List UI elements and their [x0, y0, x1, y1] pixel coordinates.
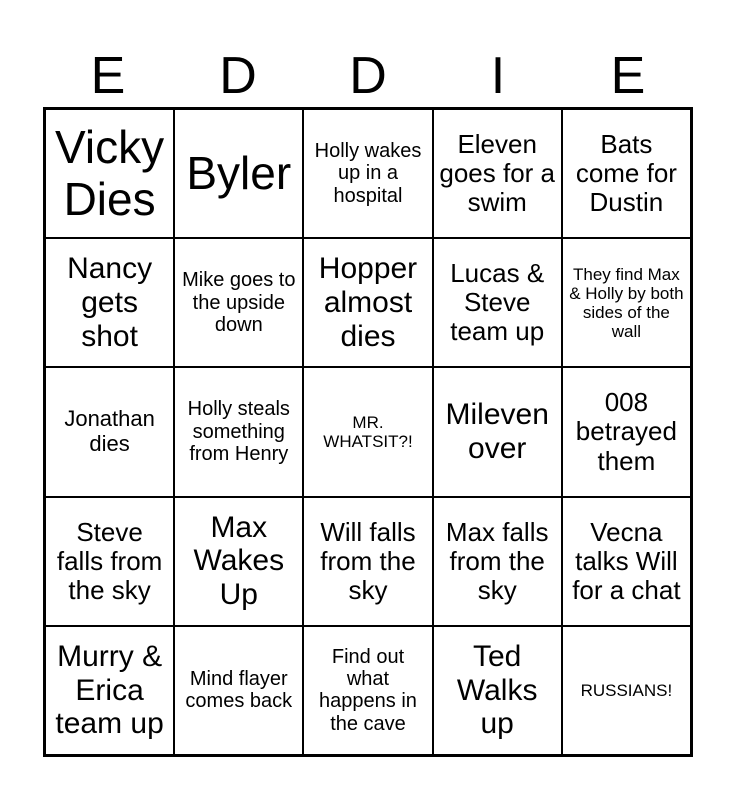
bingo-cell[interactable]	[562, 238, 691, 367]
cell-text: Vicky Dies	[55, 121, 165, 225]
bingo-title	[43, 44, 693, 108]
bingo-cell[interactable]	[174, 626, 303, 755]
bingo-cell[interactable]	[562, 497, 691, 626]
bingo-cell[interactable]	[45, 367, 174, 496]
bingo-cell[interactable]	[174, 109, 303, 238]
bingo-cell[interactable]	[562, 367, 691, 496]
title-letter-4: I	[490, 47, 506, 105]
cell-text: Holly steals something from Henry	[187, 398, 290, 466]
bingo-cell[interactable]	[562, 626, 691, 755]
bingo-cell[interactable]	[174, 238, 303, 367]
cell-text: Ted Walks up	[456, 640, 538, 741]
cell-text: Jonathan dies	[64, 406, 155, 456]
cell-text: MR. WHATSIT?!	[323, 412, 413, 451]
bingo-cell[interactable]	[303, 626, 432, 755]
title-letter-2: D	[219, 47, 257, 105]
cell-text: Mind flayer comes back	[185, 668, 293, 713]
bingo-cell[interactable]	[562, 109, 691, 238]
cell-text: They find Max & Holly by both sides of the wall	[569, 264, 684, 341]
cell-text: Nancy gets shot	[67, 252, 153, 353]
cell-text: Murry & Erica team up	[55, 640, 164, 741]
bingo-cell[interactable]	[174, 367, 303, 496]
bingo-cell[interactable]	[433, 497, 562, 626]
cell-text: RUSSIANS!	[580, 680, 673, 700]
title-letter-1: E	[90, 47, 126, 105]
cell-text: Vecna talks Will for a chat	[572, 516, 681, 605]
bingo-cell[interactable]	[303, 367, 432, 496]
cell-text: Byler	[186, 146, 292, 199]
bingo-cell[interactable]	[45, 109, 174, 238]
bingo-cell[interactable]	[303, 238, 432, 367]
bingo-cell[interactable]	[433, 238, 562, 367]
title-letter-5: E	[610, 47, 646, 105]
cell-text: Bats come for Dustin	[575, 128, 677, 218]
bingo-cell[interactable]	[433, 109, 562, 238]
cell-text: 008 betrayed them	[575, 387, 677, 476]
bingo-cell[interactable]	[45, 238, 174, 367]
title-letter-3: D	[349, 47, 387, 105]
cell-text: Mileven over	[445, 398, 549, 465]
cell-text: Mike goes to the upside down	[182, 269, 296, 336]
cell-text: Will falls from the sky	[320, 516, 416, 605]
bingo-cell[interactable]	[45, 497, 174, 626]
bingo-cell[interactable]	[45, 626, 174, 755]
bingo-cell[interactable]	[303, 497, 432, 626]
bingo-cell[interactable]	[433, 626, 562, 755]
cell-text: Max Wakes Up	[193, 510, 285, 611]
cell-text: Find out what happens in the cave	[319, 645, 417, 735]
bingo-cell[interactable]	[174, 497, 303, 626]
cell-text: Eleven goes for a swim	[439, 128, 556, 218]
cell-text: Steve falls from the sky	[56, 516, 163, 605]
bingo-cell[interactable]	[303, 109, 432, 238]
cell-text: Hopper almost dies	[318, 252, 418, 353]
cell-text: Holly wakes up in a hospital	[314, 140, 422, 207]
cell-text: Lucas & Steve team up	[450, 258, 545, 347]
bingo-cell[interactable]	[433, 367, 562, 496]
cell-text: Max falls from the sky	[445, 516, 549, 605]
bingo-board	[43, 107, 693, 757]
